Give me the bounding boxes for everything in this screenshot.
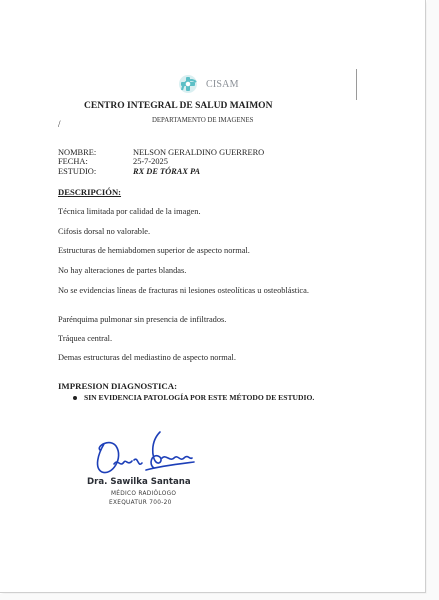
- department-label: DEPARTAMENTO DE IMAGENES: [152, 117, 254, 124]
- finding-2: Cifosis dorsal no valorable.: [58, 227, 151, 236]
- finding-8: Demas estructuras del mediastino de aspecto normal.: [58, 353, 236, 362]
- center-title: CENTRO INTEGRAL DE SALUD MAIMON: [84, 101, 273, 111]
- header-mark: /: [58, 119, 61, 129]
- finding-3: Estructuras de hemiabdomen superior de aspecto normal.: [58, 246, 250, 255]
- impression-title: IMPRESION DIAGNOSTICA:: [58, 381, 178, 391]
- logo-text: CISAM: [206, 79, 239, 90]
- finding-5: No se evidencias líneas de fracturas ni lesiones osteolíticas u osteoblástica.: [58, 286, 309, 295]
- finding-6: Parénquima pulmonar sin presencia de infiltrados.: [58, 315, 227, 324]
- header-divider: [356, 69, 357, 100]
- handwritten-signature-icon: [90, 428, 200, 478]
- study-value: RX DE TÓRAX PA: [133, 167, 201, 176]
- date-value: 25-7-2025: [133, 157, 168, 166]
- doctor-name: Dra. Sawilka Santana: [87, 477, 191, 487]
- viewer-background-right: [427, 0, 439, 600]
- impression-text: SIN EVIDENCIA PATOLOGÍA POR ESTE MÉTODO DE ESTUDIO.: [84, 393, 315, 402]
- finding-1: Técnica limitada por calidad de la imagen.: [58, 207, 201, 216]
- study-label: ESTUDIO:: [58, 167, 97, 176]
- description-title: DESCRIPCIÓN:: [58, 187, 122, 197]
- finding-7: Tráquea central.: [58, 334, 113, 343]
- viewer-background-bottom: [0, 594, 439, 600]
- impression-list: [58, 393, 378, 403]
- finding-4: No hay alteraciones de partes blandas.: [58, 266, 187, 275]
- bullet-icon: [73, 396, 77, 400]
- doctor-role: MÉDICO RADIÓLOGO: [111, 491, 177, 497]
- doctor-registration: EXEQUATUR 700-20: [109, 500, 172, 506]
- name-label: NOMBRE:: [58, 148, 97, 157]
- date-label: FECHA:: [58, 157, 88, 166]
- impression-item: [58, 393, 378, 403]
- name-value: NELSON GERALDINO GUERRERO: [133, 148, 265, 157]
